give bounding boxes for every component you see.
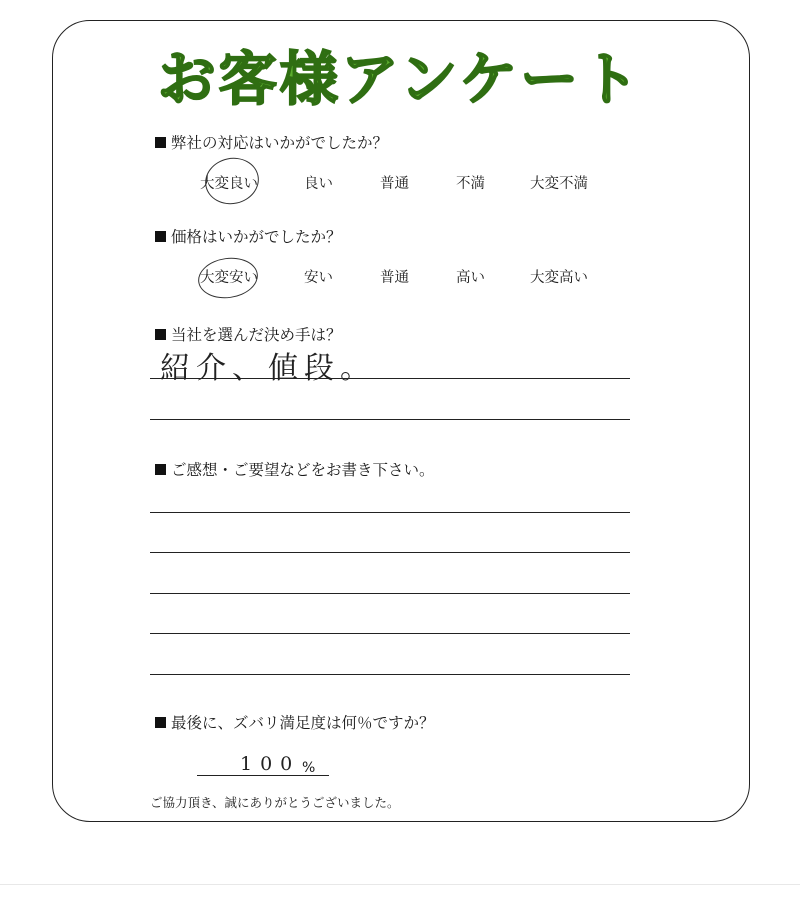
q3-answer-line-1[interactable] xyxy=(150,378,630,379)
question-1 xyxy=(155,131,388,153)
q2-option-1[interactable]: 大変安い xyxy=(200,270,258,286)
q4-answer-line-2[interactable] xyxy=(150,552,630,553)
question-2 xyxy=(155,225,342,247)
q5-answer-line[interactable] xyxy=(197,775,329,776)
q2-option-4[interactable]: 高い xyxy=(456,270,485,286)
q4-answer-line-4[interactable] xyxy=(150,633,630,634)
bullet-square-icon xyxy=(155,464,166,475)
q5-percent-unit: % xyxy=(302,760,316,776)
q2-option-3[interactable]: 普通 xyxy=(380,270,409,286)
q5-handwritten-answer: 100 xyxy=(240,753,301,775)
q4-answer-line-3[interactable] xyxy=(150,593,630,594)
bullet-square-icon xyxy=(155,137,166,148)
bullet-square-icon xyxy=(155,717,166,728)
question-2-label: 価格はいかがでしたか？ xyxy=(171,228,342,246)
question-1-label: 弊社の対応はいかがでしたか？ xyxy=(171,134,389,152)
page-edge-line xyxy=(0,884,800,885)
bullet-square-icon xyxy=(155,231,166,242)
q3-handwritten-answer: 紹介、値段。 xyxy=(160,351,376,386)
question-5-label: 最後に、ズバリ満足度は何％ですか？ xyxy=(171,714,435,732)
q4-answer-line-1[interactable] xyxy=(150,512,630,513)
question-3-label: 当社を選んだ決め手は？ xyxy=(171,326,342,344)
bullet-square-icon xyxy=(155,329,166,340)
q2-option-2[interactable]: 安い xyxy=(304,270,333,286)
question-4 xyxy=(155,458,435,480)
q1-option-1[interactable]: 大変良い xyxy=(200,176,258,192)
q4-answer-line-5[interactable] xyxy=(150,674,630,675)
q1-option-3[interactable]: 普通 xyxy=(380,176,409,192)
thank-you-note: ご協力頂き、誠にありがとうございました。 xyxy=(150,795,400,810)
q2-option-5[interactable]: 大変高い xyxy=(530,270,588,286)
question-3 xyxy=(155,323,342,345)
q1-option-5[interactable]: 大変不満 xyxy=(530,176,588,192)
survey-title: お客様アンケート xyxy=(157,45,643,113)
question-4-label: ご感想・ご要望などをお書き下さい。 xyxy=(171,461,435,479)
q3-answer-line-2[interactable] xyxy=(150,419,630,420)
question-5 xyxy=(155,711,435,733)
q1-option-4[interactable]: 不満 xyxy=(456,176,485,192)
q1-option-2[interactable]: 良い xyxy=(304,176,333,192)
